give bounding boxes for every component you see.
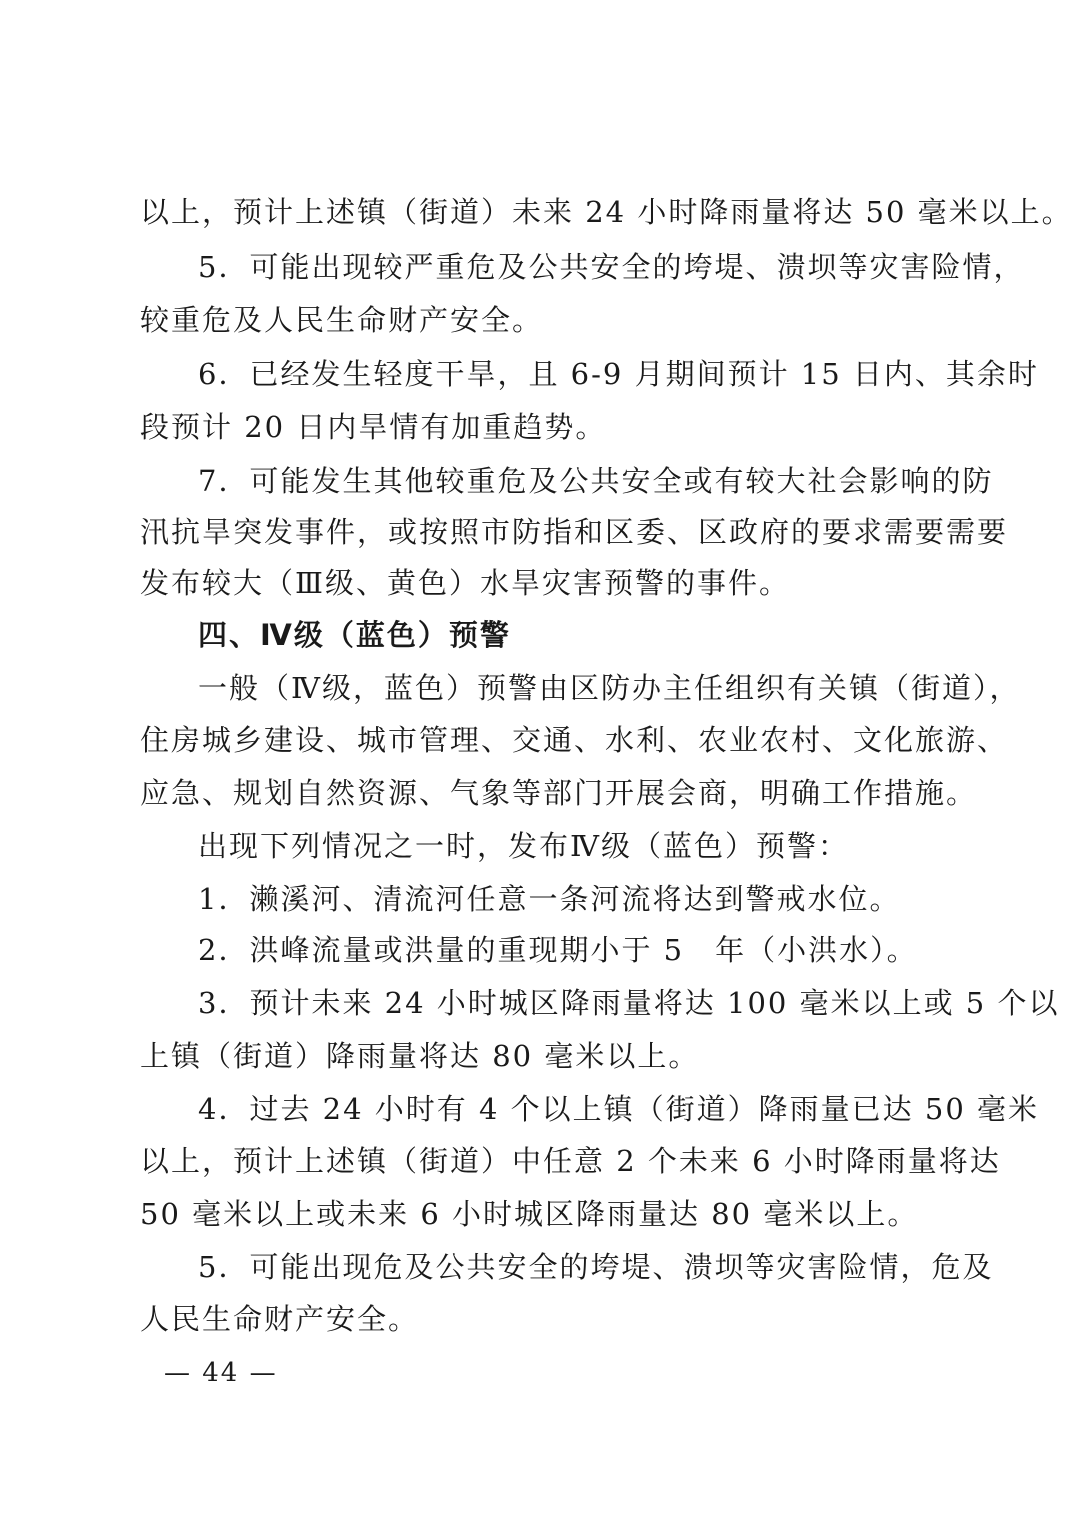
paragraph-line: 50 毫米以上或未来 6 小时城区降雨量达 80 毫米以上。 — [140, 1197, 919, 1231]
list-item: 4．过去 24 小时有 4 个以上镇（街道）降雨量已达 50 毫米 — [198, 1092, 1040, 1126]
paragraph-line: 人民生命财产安全。 — [140, 1302, 420, 1336]
paragraph-line: 6．已经发生轻度干旱，且 6-9 月期间预计 15 日内、其余时 — [198, 357, 1039, 391]
paragraph-line: 一般（Ⅳ级，蓝色）预警由区防办主任组织有关镇（街道）， — [198, 671, 1021, 705]
page-number: — 44 — — [164, 1358, 278, 1388]
list-item: 3．预计未来 24 小时城区降雨量将达 100 毫米以上或 5 个以 — [198, 986, 1060, 1020]
paragraph-line: 应急、规划自然资源、气象等部门开展会商，明确工作措施。 — [140, 776, 978, 810]
list-item: 5．可能出现危及公共安全的垮堤、溃坝等灾害险情，危及 — [198, 1250, 994, 1284]
paragraph-line: 住房城乡建设、城市管理、交通、水利、农业农村、文化旅游、 — [140, 723, 1009, 757]
paragraph-line: 上镇（街道）降雨量将达 80 毫米以上。 — [140, 1039, 700, 1073]
section-heading: 四、Ⅳ级（蓝色）预警 — [198, 618, 511, 652]
paragraph-line: 以上，预计上述镇（街道）中任意 2 个未来 6 小时降雨量将达 — [140, 1144, 1001, 1178]
paragraph-line: 出现下列情况之一时，发布Ⅳ级（蓝色）预警： — [198, 829, 849, 863]
paragraph-line: 较重危及人民生命财产安全。 — [140, 303, 544, 337]
paragraph-line: 发布较大（Ⅲ级、黄色）水旱灾害预警的事件。 — [140, 566, 790, 600]
paragraph-line: 5．可能出现较严重危及公共安全的垮堤、溃坝等灾害险情， — [198, 250, 1025, 284]
paragraph-line: 汛抗旱突发事件，或按照市防指和区委、区政府的要求需要需要 — [140, 515, 1009, 549]
list-item: 1．濑溪河、清流河任意一条河流将达到警戒水位。 — [198, 882, 901, 916]
paragraph-line: 以上，预计上述镇（街道）未来 24 小时降雨量将达 50 毫米以上。 — [140, 195, 1073, 229]
list-item: 2．洪峰流量或洪量的重现期小于 5 年（小洪水）。 — [198, 933, 918, 967]
paragraph-line: 7．可能发生其他较重危及公共安全或有较大社会影响的防 — [198, 464, 994, 498]
paragraph-line: 段预计 20 日内旱情有加重趋势。 — [140, 410, 607, 444]
